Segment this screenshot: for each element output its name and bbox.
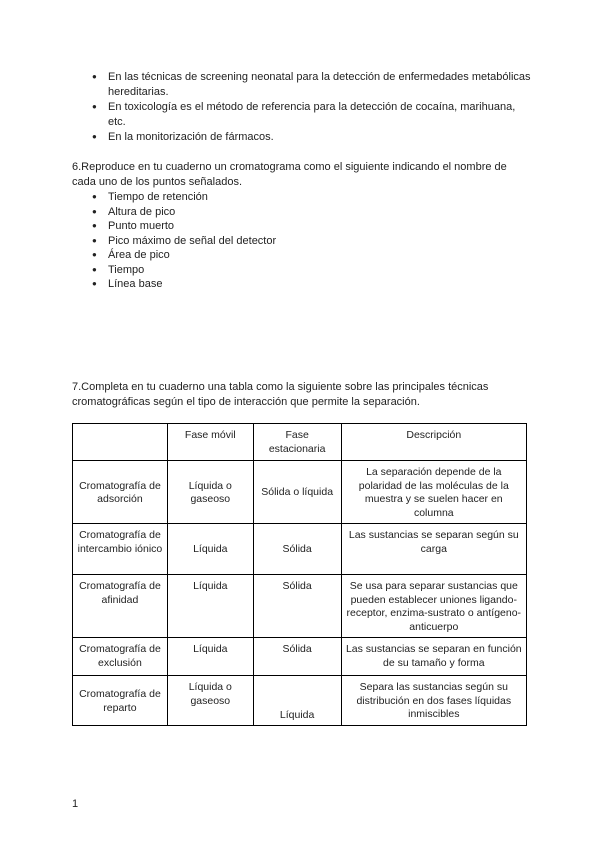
list-item: ● En las técnicas de screening neonatal para la detección de enfermedades metabólicas hereditarias. [92, 70, 532, 99]
table-cell: Líquida [253, 676, 341, 726]
table-cell: La separación depende de la polaridad de las moléculas de la muestra y se suelen hacer en columna [341, 461, 526, 524]
header-cell: Fase móvil [167, 424, 253, 461]
list-item: ● Tiempo [92, 263, 532, 278]
list-item: ● Punto muerto [92, 219, 532, 234]
list-item: ● Altura de pico [92, 205, 532, 220]
header-cell [73, 424, 168, 461]
table-cell: Cromatografía de afinidad [73, 575, 168, 638]
table-row [73, 575, 527, 638]
table-row [73, 676, 527, 726]
table-cell: Sólida [253, 638, 341, 676]
header-cell: Fase estacionaria [253, 424, 341, 461]
chromatogram-points-list [92, 190, 532, 292]
table-cell: Líquida o gaseoso [167, 676, 253, 726]
list-item: ● Tiempo de retención [92, 190, 532, 205]
table-cell: Líquida [167, 638, 253, 676]
question-6: 6.Reproduce en tu cuaderno un cromatograma como el siguiente indicando el nombre de cada uno de los puntos señalados. [72, 161, 507, 188]
table-cell: Líquida [167, 575, 253, 638]
table-cell: Cromatografía de adsorción [73, 461, 168, 524]
list-item: ● Línea base [92, 277, 532, 292]
table-header-row [73, 424, 527, 461]
table-cell: Las sustancias se separan en función de su tamaño y forma [341, 638, 526, 676]
list-item: ● En la monitorización de fármacos. [92, 130, 532, 145]
list-item: ● Área de pico [92, 248, 532, 263]
table-row [73, 461, 527, 524]
table-cell: Separa las sustancias según su distribución en dos fases líquidas inmiscibles [341, 676, 526, 726]
table-cell: Sólida o líquida [253, 461, 341, 524]
table-row [73, 638, 527, 676]
table-cell: Cromatografía de intercambio iónico [73, 524, 168, 575]
table-cell: Líquida [167, 524, 253, 575]
question-7: 7.Completa en tu cuaderno una tabla como la siguiente sobre las principales técnicas cromatográficas según el tipo de interacción que permite la separación. [72, 381, 489, 408]
table-cell: Se usa para separar sustancias que pueden establecer uniones ligando-receptor, enzima-sustrato o antígeno-anticuerpo [341, 575, 526, 638]
page-number: 1 [72, 798, 79, 810]
chromatography-table [72, 423, 527, 726]
table-cell: Cromatografía de exclusión [73, 638, 168, 676]
table-cell: Sólida [253, 575, 341, 638]
table-cell: Las sustancias se separan según su carga [341, 524, 526, 575]
usage-list [92, 70, 532, 146]
table-cell: Cromatografía de reparto [73, 676, 168, 726]
header-cell: Descripción [341, 424, 526, 461]
table-cell: Sólida [253, 524, 341, 575]
table-row [73, 524, 527, 575]
list-item: ● Pico máximo de señal del detector [92, 234, 532, 249]
table-cell: Líquida o gaseoso [167, 461, 253, 524]
list-item: ● En toxicología es el método de referencia para la detección de cocaína, marihuana, etc. [92, 100, 532, 129]
